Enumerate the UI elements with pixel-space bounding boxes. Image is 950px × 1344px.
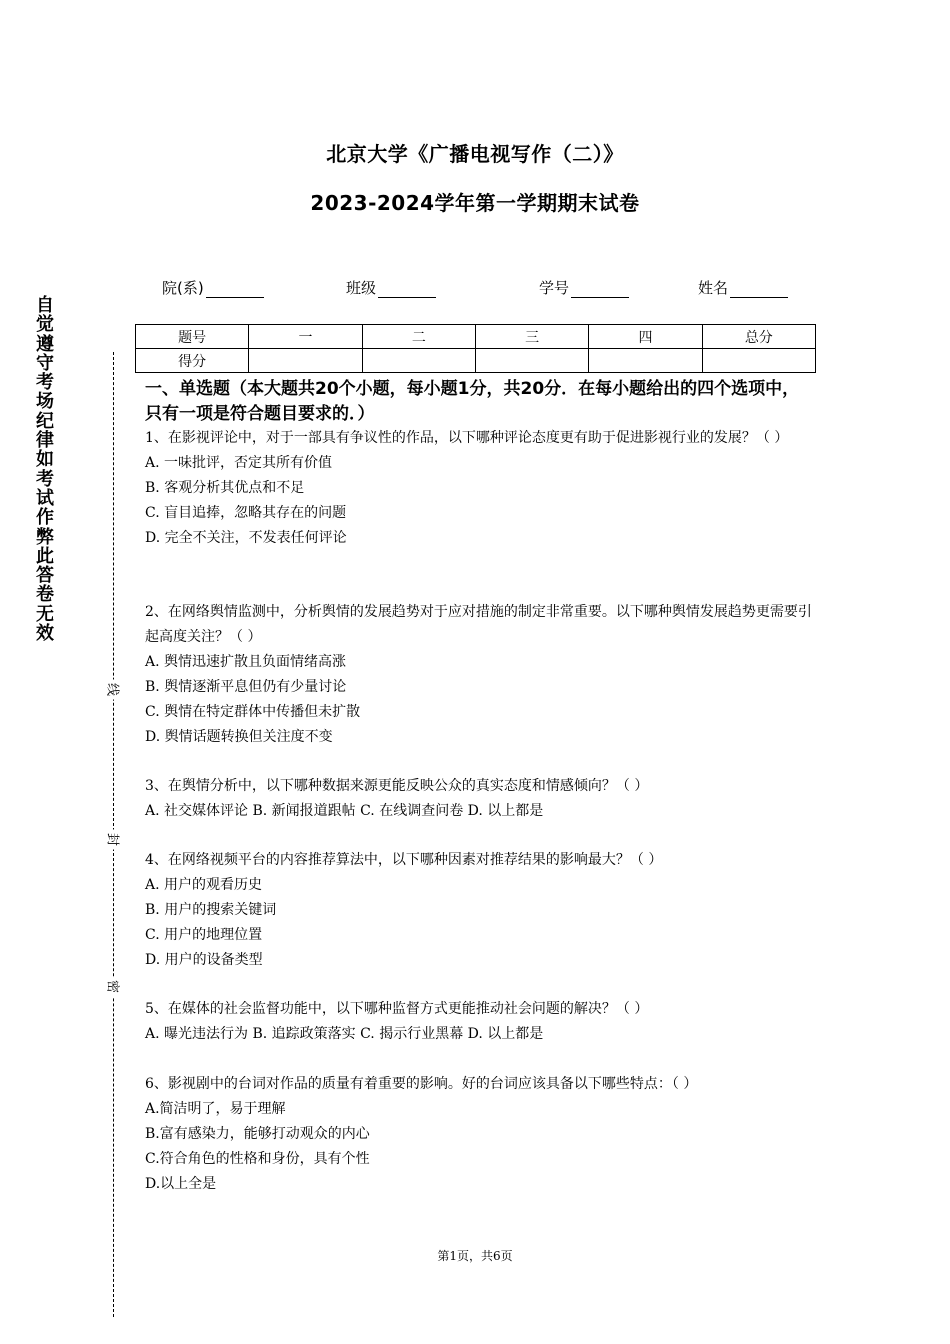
score-table-cell: 三	[475, 325, 588, 349]
question-6	[145, 1072, 815, 1197]
question-stem: 3、在舆情分析中，以下哪种数据来源更能反映公众的真实态度和情感倾向？（ ）	[145, 778, 649, 794]
question-stem: 4、在网络视频平台的内容推荐算法中，以下哪种因素对推荐结果的影响最大？（ ）	[145, 852, 663, 868]
score-table	[135, 324, 816, 373]
question-option: D. 用户的设备类型	[145, 952, 263, 968]
name-label: 姓名	[698, 279, 729, 297]
class-blank[interactable]	[378, 281, 436, 298]
score-table-cell: 四	[589, 325, 702, 349]
name-blank[interactable]	[730, 281, 788, 298]
score-table-header-row	[136, 325, 816, 349]
student-id-blank[interactable]	[571, 281, 629, 298]
question-option: B. 客观分析其优点和不足	[145, 480, 305, 496]
question-option: A. 用户的观看历史	[145, 877, 263, 893]
exam-title-line2: 2023-2024学年第一学期期末试卷	[310, 191, 640, 215]
binding-mark-seal: 封	[105, 830, 124, 850]
question-option: A. 社交媒体评论 B. 新闻报道跟帖 C. 在线调查问卷 D. 以上都是	[145, 803, 544, 819]
score-table-score-row	[136, 349, 816, 373]
binding-mark-secret: 密	[105, 977, 124, 997]
score-table-cell: 得分	[136, 349, 249, 373]
binding-mark-line: 线	[105, 680, 124, 700]
name-field	[698, 277, 788, 298]
section-heading: 一、单选题（本大题共20个小题，每小题1分，共20分．在每小题给出的四个选项中，只有一项是符合题目要求的．）	[145, 379, 800, 424]
question-option: B. 用户的搜索关键词	[145, 902, 277, 918]
score-table-cell: 总分	[702, 325, 815, 349]
question-option: B.富有感染力，能够打动观众的内心	[145, 1126, 370, 1142]
score-table-cell[interactable]	[362, 349, 475, 373]
question-option: C. 用户的地理位置	[145, 927, 263, 943]
question-option: C. 舆情在特定群体中传播但未扩散	[145, 704, 361, 720]
question-4	[145, 848, 815, 973]
department-label: 院(系)	[162, 279, 204, 297]
score-table-cell: 题号	[136, 325, 249, 349]
question-stem: 1、在影视评论中，对于一部具有争议性的作品，以下哪种评论态度更有助于促进影视行业的发展？（ ）	[145, 430, 789, 446]
question-option: A. 一味批评，否定其所有价值	[145, 455, 333, 471]
question-stem: 2、在网络舆情监测中，分析舆情的发展趋势对于应对措施的制定非常重要。以下哪种舆情发展趋势更需要引起高度关注？（ ）	[145, 604, 812, 645]
question-option: A. 舆情迅速扩散且负面情绪高涨	[145, 654, 347, 670]
question-2	[145, 600, 815, 750]
question-5	[145, 997, 815, 1047]
page-number: 第1页，共6页	[437, 1249, 513, 1263]
question-1	[145, 426, 815, 551]
student-id-field	[539, 277, 629, 298]
score-table-cell[interactable]	[589, 349, 702, 373]
question-stem: 5、在媒体的社会监督功能中，以下哪种监督方式更能推动社会问题的解决？（ ）	[145, 1001, 649, 1017]
question-option: A.简洁明了，易于理解	[145, 1101, 286, 1117]
score-table-cell[interactable]	[249, 349, 362, 373]
score-table-cell: 一	[249, 325, 362, 349]
question-option: C. 盲目追捧，忽略其存在的问题	[145, 505, 347, 521]
exam-title-line1: 北京大学《广播电视写作（二）》	[326, 142, 624, 166]
student-id-label: 学号	[539, 279, 570, 297]
question-option: D.以上全是	[145, 1176, 217, 1192]
exam-discipline-warning: 自觉遵守考场纪律如考试作弊此答卷无效	[36, 295, 54, 645]
score-table-cell[interactable]	[702, 349, 815, 373]
score-table-cell: 二	[362, 325, 475, 349]
question-option: D. 舆情话题转换但关注度不变	[145, 729, 333, 745]
question-option: C.符合角色的性格和身份，具有个性	[145, 1151, 370, 1167]
question-option: B. 舆情逐渐平息但仍有少量讨论	[145, 679, 347, 695]
question-option: A. 曝光违法行为 B. 追踪政策落实 C. 揭示行业黑幕 D. 以上都是	[145, 1026, 544, 1042]
question-stem: 6、影视剧中的台词对作品的质量有着重要的影响。好的台词应该具备以下哪些特点：（ ）	[145, 1076, 698, 1092]
department-blank[interactable]	[206, 281, 264, 298]
class-label: 班级	[346, 279, 377, 297]
question-3	[145, 774, 815, 824]
class-field	[346, 277, 436, 298]
question-option: D. 完全不关注，不发表任何评论	[145, 530, 347, 546]
department-field	[162, 277, 264, 298]
score-table-cell[interactable]	[475, 349, 588, 373]
